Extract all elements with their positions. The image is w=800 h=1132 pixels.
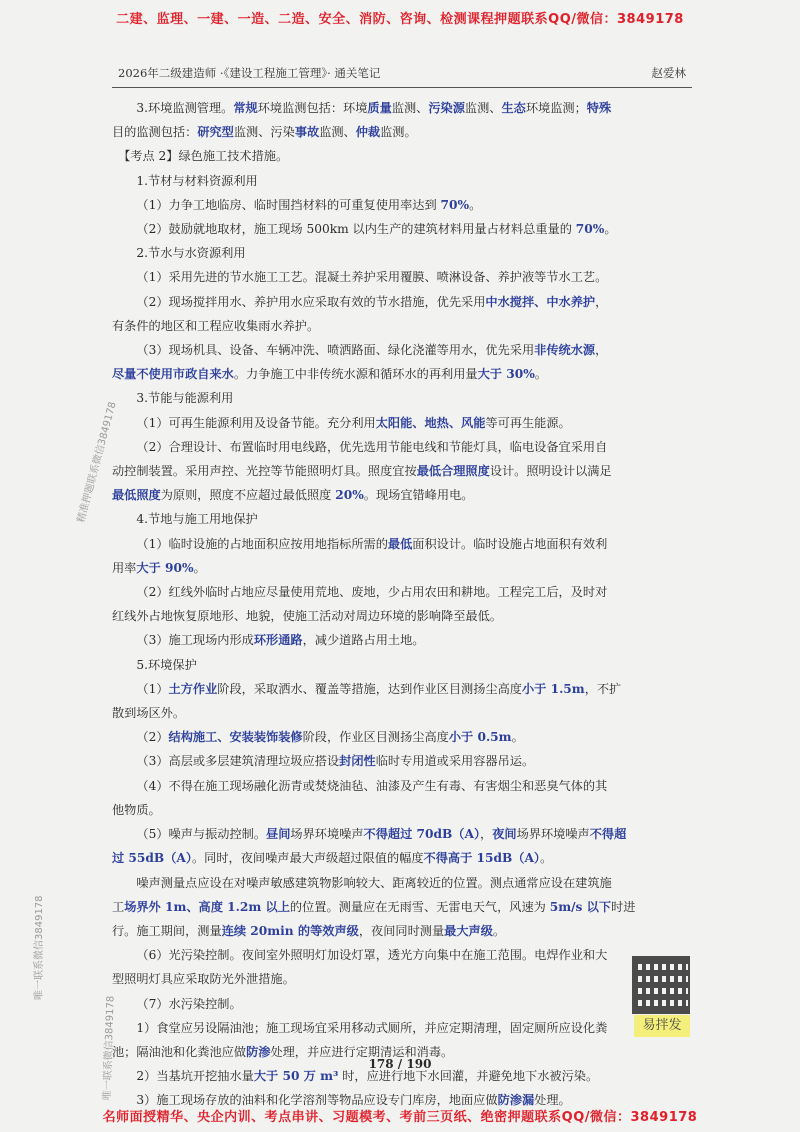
text-line: （3）施工现场内形成环形通路，减少道路占用土地。 bbox=[136, 633, 425, 648]
text-line: 尽量不使用市政自来水。力争施工中非传统水源和循环水的再利用量大于 30%。 bbox=[112, 367, 547, 382]
text-line: 目的监测包括：研究型监测、污染事故监测、仲裁监测。 bbox=[112, 125, 417, 140]
highlighted-term: 环形通路 bbox=[253, 633, 303, 648]
text-line: 【考点 2】绿色施工技术措施。 bbox=[118, 149, 289, 164]
highlighted-term: 20% bbox=[335, 488, 364, 503]
header-title: 2026年二级建造师 ·《建设工程施工管理》· 通关笔记 bbox=[118, 66, 381, 80]
watermark: 精准押题联系微信3849178 bbox=[75, 400, 119, 524]
highlighted-term: 防渗漏 bbox=[497, 1093, 535, 1108]
text-line: （1）可再生能源利用及设备节能。充分利用太阳能、地热、风能等可再生能源。 bbox=[136, 415, 571, 430]
highlighted-term: 不得高于 15dB（A） bbox=[423, 851, 541, 866]
text-line: 最低照度为原则，照度不应超过最低照度 20%。现场宜错峰用电。 bbox=[112, 488, 474, 503]
text-line: （1）土方作业阶段，采取洒水、覆盖等措施，达到作业区目测扬尘高度小于 1.5m，不扩 bbox=[136, 681, 622, 696]
highlighted-term: 不得超 bbox=[589, 827, 627, 842]
text-line: 2.节水与水资源利用 bbox=[136, 246, 246, 261]
highlighted-term: 70% bbox=[440, 197, 470, 212]
qr-code-icon bbox=[632, 956, 690, 1014]
highlighted-term: 5m/s 以下 bbox=[549, 899, 612, 914]
highlighted-term: 事故 bbox=[294, 125, 320, 140]
highlighted-term: 昼间 bbox=[266, 827, 291, 842]
highlighted-term: 特殊 bbox=[586, 101, 612, 115]
header-author: 赵爱林 bbox=[651, 66, 686, 80]
text-line: 型照明灯具应采取防光外泄措施。 bbox=[112, 972, 295, 987]
text-line: 过 55dB（A）。同时，夜间噪声最大声级超过限值的幅度不得高于 15dB（A）。 bbox=[112, 851, 553, 866]
text-line: 池；隔油池和化粪池应做防渗处理，并应进行定期清运和消毒。 bbox=[112, 1044, 454, 1059]
highlighted-term: 仲裁 bbox=[355, 125, 381, 140]
text-line: 4.节地与施工用地保护 bbox=[136, 512, 258, 527]
text-line: （5）噪声与振动控制。昼间场界环境噪声不得超过 70dB（A），夜间场界环境噪声不得超 bbox=[136, 827, 627, 842]
text-line: （1）力争工地临房、临时围挡材料的可重复使用率达到 70%。 bbox=[136, 197, 482, 212]
highlighted-term: 最低合理照度 bbox=[416, 464, 490, 479]
text-line: 用率大于 90%。 bbox=[112, 560, 206, 575]
highlighted-term: 尽量不使用市政自来水 bbox=[112, 367, 234, 382]
highlighted-term: 太阳能、地热、风能 bbox=[375, 415, 486, 430]
text-line: 2）当基坑开挖抽水量大于 50 万 m³ 时，应进行地下水回灌，并避免地下水被污染。 bbox=[136, 1069, 599, 1084]
highlighted-term: 最低 bbox=[387, 536, 413, 551]
highlighted-term: 防渗 bbox=[246, 1044, 271, 1059]
text-line: （3）高层或多层建筑清理垃圾应搭设封闭性临时专用道或采用容器吊运。 bbox=[136, 754, 535, 769]
highlighted-term: 夜间 bbox=[492, 827, 517, 842]
highlighted-term: 过 55dB（A） bbox=[112, 851, 192, 866]
text-line: （6）光污染控制。夜间室外照明灯加设灯罩，透光方向集中在施工范围。电焊作业和大 bbox=[136, 948, 608, 963]
highlighted-term: 小于 1.5m bbox=[521, 681, 585, 696]
top-promo-banner: 二建、监理、一建、一造、二造、安全、消防、咨询、检测课程押题联系QQ/微信：3849178 bbox=[116, 12, 684, 27]
page-number: 178 / 190 bbox=[368, 1057, 432, 1071]
watermark: 唯一联系微信3849178 bbox=[34, 895, 45, 1000]
highlighted-term: 不得超过 70dB（A） bbox=[363, 827, 481, 842]
highlighted-term: 封闭性 bbox=[339, 754, 376, 769]
highlighted-term: 小于 0.5m bbox=[448, 730, 512, 745]
text-line: （1）采用先进的节水施工工艺。混凝土养护采用覆膜、喷淋设备、养护液等节水工艺。 bbox=[136, 270, 608, 285]
bottom-promo-banner: 名师面授精华、央企内训、考点串讲、习题模考、考前三页纸、绝密押题联系QQ/微信：3849178 bbox=[102, 1110, 698, 1125]
document-body bbox=[112, 96, 692, 1113]
highlighted-term: 非传统水源 bbox=[534, 343, 596, 358]
text-line: （2）结构施工、安装装饰装修阶段，作业区目测扬尘高度小于 0.5m。 bbox=[136, 730, 524, 745]
header-divider bbox=[112, 87, 692, 88]
highlighted-term: 最低照度 bbox=[112, 488, 161, 503]
text-line: （2）鼓励就地取材，施工现场 500km 以内生产的建筑材料用量占材料总重量的 70%。 bbox=[136, 222, 617, 237]
text-line: 红线外占地恢复原地形、地貌，使施工活动对周边环境的影响降至最低。 bbox=[112, 609, 502, 624]
highlighted-term: 大于 50 万 m³ bbox=[253, 1069, 339, 1084]
highlighted-term: 污染源 bbox=[428, 101, 465, 115]
watermark: 唯一联系微信3849178 bbox=[101, 995, 117, 1101]
highlighted-term: 质量 bbox=[367, 101, 392, 115]
text-line: （2）合理设计、布置临时用电线路，优先选用节能电线和节能灯具，临电设备宜采用自 bbox=[136, 439, 608, 454]
text-line: 他物质。 bbox=[112, 802, 161, 817]
text-line: （2）现场搅拌用水、养护用水应采取有效的节水措施，优先采用中水搅拌、中水养护， bbox=[136, 294, 608, 309]
highlighted-term: 大于 30% bbox=[477, 367, 535, 382]
highlighted-term: 生态 bbox=[501, 101, 526, 115]
highlight-tag: 易拌发 bbox=[634, 1015, 690, 1037]
text-line: 噪声测量点应设在对噪声敏感建筑物影响较大、距离较近的位置。测点通常应设在建筑施 bbox=[136, 875, 612, 890]
text-line: 动控制装置。采用声控、光控等节能照明灯具。照度宜按最低合理照度设计。照明设计以满足 bbox=[112, 464, 612, 479]
highlighted-term: 土方作业 bbox=[168, 681, 218, 696]
text-line: （7）水污染控制。 bbox=[136, 996, 242, 1011]
highlighted-term: 结构施工、安装装饰装修 bbox=[168, 730, 303, 745]
page-header bbox=[118, 65, 686, 83]
highlighted-term: 中水搅拌、中水养护 bbox=[485, 294, 596, 309]
text-line: 有条件的地区和工程应收集雨水养护。 bbox=[112, 318, 320, 333]
text-line: （4）不得在施工现场融化沥青或焚烧油毡、油漆及产生有毒、有害烟尘和恶臭气体的其 bbox=[136, 778, 608, 793]
highlighted-term: 场界外 1m、高度 1.2m 以上 bbox=[124, 899, 290, 914]
text-line: 3.节能与能源利用 bbox=[136, 391, 234, 406]
highlighted-term: 连续 20min 的等效声级 bbox=[221, 923, 359, 938]
text-line: 5.环境保护 bbox=[136, 657, 197, 672]
text-line: 行。施工期间，测量连续 20min 的等效声级，夜间同时测量最大声级。 bbox=[112, 923, 506, 938]
text-line: （1）临时设施的占地面积应按用地指标所需的最低面积设计。临时设施占地面积有效利 bbox=[136, 536, 608, 551]
highlighted-term: 70% bbox=[575, 222, 605, 237]
text-line: 1.节材与材料资源利用 bbox=[136, 173, 258, 188]
text-line: 1）食堂应另设隔油池；施工现场宜采用移动式厕所，并应定期清理，固定厕所应设化粪 bbox=[136, 1020, 608, 1035]
text-line: 3）施工现场存放的油料和化学溶剂等物品应设专门库房，地面应做防渗漏处理。 bbox=[136, 1093, 571, 1108]
highlighted-term: 研究型 bbox=[197, 125, 234, 140]
text-line: （2）红线外临时占地应尽量使用荒地、废地，少占用农田和耕地。工程完工后，及时对 bbox=[136, 585, 608, 600]
text-line: 工场界外 1m、高度 1.2m 以上的位置。测量应在无雨雪、无雷电天气，风速为 5m/s 以下时进 bbox=[112, 899, 636, 914]
text-line: （3）现场机具、设备、车辆冲洗、喷洒路面、绿化浇灌等用水，优先采用非传统水源， bbox=[136, 343, 608, 358]
highlighted-term: 最大声级 bbox=[444, 923, 493, 938]
highlighted-term: 常规 bbox=[233, 101, 258, 115]
text-line: 3.环境监测管理。常规环境监测包括：环境质量监测、污染源监测、生态环境监测；特殊 bbox=[136, 101, 612, 115]
text-line: 散到场区外。 bbox=[112, 706, 186, 721]
highlighted-term: 大于 90% bbox=[136, 560, 194, 575]
